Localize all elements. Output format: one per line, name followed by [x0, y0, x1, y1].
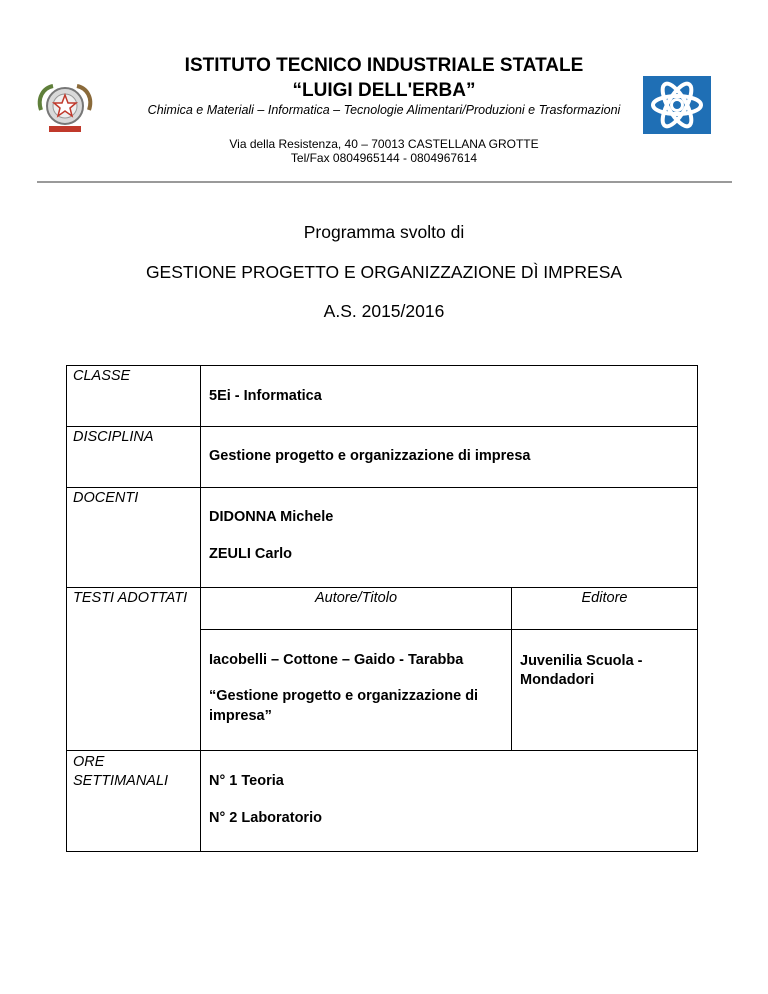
specializations: Chimica e Materiali – Informatica – Tecnologie Alimentari/Produzioni e Trasformazioni	[147, 103, 621, 117]
school-name-line2: “LUIGI DELL'ERBA”	[292, 80, 476, 101]
table-row-docenti	[67, 488, 698, 588]
book-title: “Gestione progetto e organizzazione di impresa”	[209, 688, 479, 724]
school-address: Via della Resistenza, 40 – 70013 CASTELLANA GROTTE	[229, 137, 539, 151]
editore-header: Editore	[512, 588, 698, 630]
table-row-disciplina	[67, 427, 698, 488]
docente-item: DIDONNA Michele	[209, 509, 334, 525]
docenti-label: DOCENTI	[67, 488, 201, 588]
docente-item: ZEULI Carlo	[209, 546, 292, 562]
autore-header: Autore/Titolo	[201, 588, 512, 630]
school-phone: Tel/Fax 0804965144 - 0804967614	[290, 151, 478, 165]
book-publisher: Juvenilia Scuola - Mondadori	[520, 653, 643, 688]
classe-label: CLASSE	[67, 366, 201, 427]
program-info-table	[66, 365, 698, 852]
table-row-testi-header	[67, 588, 698, 630]
table-row-classe	[67, 366, 698, 427]
school-year: A.S. 2015/2016	[323, 301, 445, 321]
ore-teoria: N° 1 Teoria	[209, 773, 284, 789]
ore-label: ORE SETTIMANALI	[67, 751, 201, 852]
document-title: Programma svolto di	[303, 222, 465, 242]
classe-value: 5Ei - Informatica	[209, 388, 322, 404]
book-authors: Iacobelli – Cottone – Gaido - Tarabba	[209, 652, 464, 668]
testi-label: TESTI ADOTTATI	[67, 588, 201, 751]
document-subject: GESTIONE PROGETTO E ORGANIZZAZIONE DÌ IMPRESA	[145, 262, 623, 282]
disciplina-value: Gestione progetto e organizzazione di impresa	[209, 448, 531, 464]
header-divider	[37, 181, 732, 183]
school-name-line1: ISTITUTO TECNICO INDUSTRIALE STATALE	[184, 55, 584, 76]
disciplina-label: DISCIPLINA	[67, 427, 201, 488]
table-row-ore	[67, 751, 698, 852]
ore-laboratorio: N° 2 Laboratorio	[209, 810, 322, 826]
